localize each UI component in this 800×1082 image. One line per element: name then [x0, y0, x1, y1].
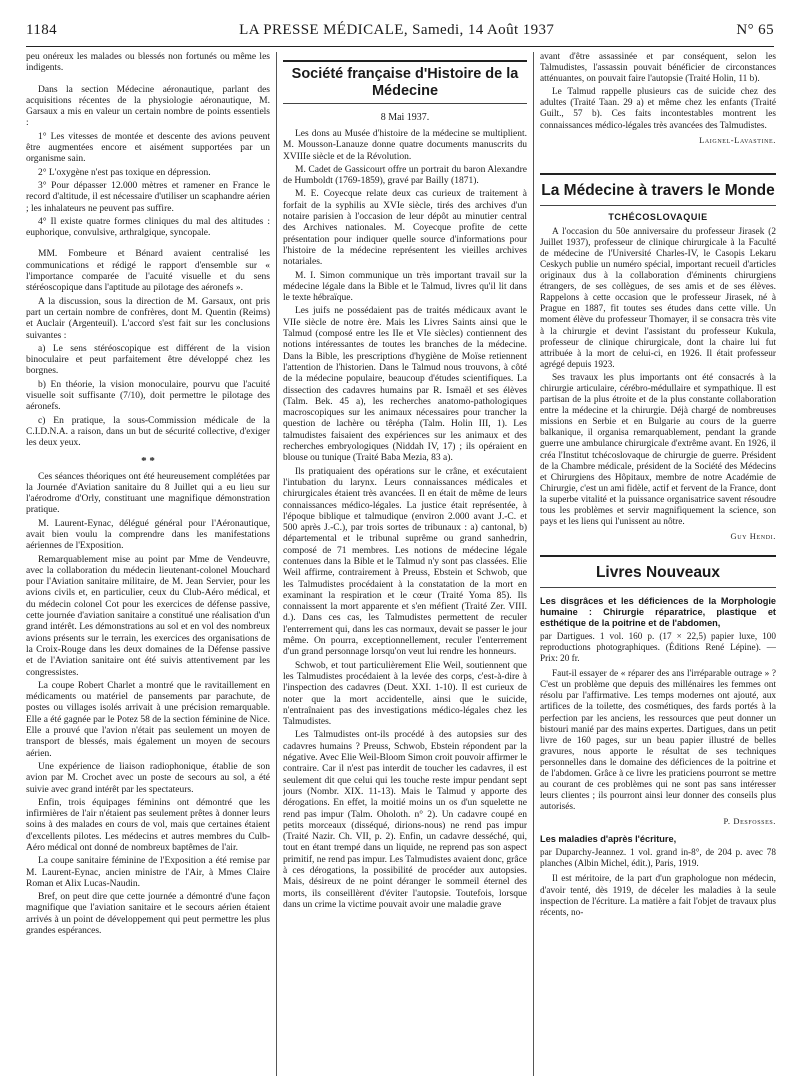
section-title: La Médecine à travers le Monde	[541, 181, 775, 199]
journal-title: LA PRESSE MÉDICALE, Samedi, 14 Août 1937	[239, 22, 555, 38]
paragraph: M. I. Simon communique un très important travail sur la médecine légale dans la Bible et le Talmud, livres qu'il lit dans le texte hébraïque.	[283, 270, 527, 304]
paragraph: avant d'être assassinée et par conséquent, selon les Talmudistes, l'assassin pouvait bénéficier de circonstances atténuantes, on pouvait faire l'autopsie (Traité Holin, 11 b).	[540, 52, 776, 85]
author-signature: Guy Hendi.	[730, 531, 776, 542]
column-divider	[276, 52, 277, 1076]
paragraph: Les juifs ne possédaient pas de traités médicaux avant le VIIe siècle de notre ère. Mais les Livres Saints ainsi que le Talmud (composé entre les IIe et VIe siècles) contiennent des notions intéressantes de toutes les branches de la médecine. Dans la Bible, les prescriptions d'hygiène de Moïse retiennent l'attention de l'historien. Dans le Talmud nous trouvons, à côté de la médecine populaire, beaucoup d'études scientifiques. La dissection des cadavres humains par R. Ismaël et ses élèves (Talm. Bek. 45 a), les recherches anatomo-pathologiques macroscopiques sur les animaux nécessaires pour trancher la question de lachère ou têrépha (Talm. Holin III, 1). Les talmudistes faisaient des expériences sur les animaux et des recherches embryologiques (Niddah IV, 17) ; ils opéraient en blouse ou tunique (Traité Baba Mezia, 83 a).	[283, 306, 527, 464]
page-header	[26, 22, 774, 44]
title-rule	[540, 205, 776, 206]
paragraph: La coupe Robert Charlet a montré que le ravitaillement en médicaments ou matériel de pansements par parachute, de postes ou villages isolés arrivait à une précision remarquable. Elle a été gagnée par le Potez 58 de la section féminine de Nice. Elle a prouvé que l'avion n'était pas seulement un moyen de transport de blessés, mais également un moyen de secours aérien.	[26, 680, 270, 759]
paragraph: a) Le sens stéréoscopique est différent de la vision binoculaire et peut parfaitement être développé chez les borgnes.	[26, 343, 270, 377]
column-left	[26, 52, 270, 1082]
header-rule	[26, 46, 774, 47]
paragraph: Les Talmudistes ont-ils procédé à des autopsies sur des cadavres humains ? Preuss, Schwob, Ebstein répondent par la négative. Avec Elie Weil-Bloom Simon croit pouvoir affirmer le contraire. Car il n'est pas interdit de toucher les cadavres, il est seulement dit que celui qui les touche reste impur pendant sept jours (Nombr. XIX. 11-13). Mais le Talmud y apporte des dérogations. En effet, la moitié moins un os d'un squelette ne rend pas impur (Talm. Oholoth. n° 2). Un cadavre coupé en petits morceaux (disséqué, dirions-nous) ne rend pas impur (Traité Nazir. Ch. VII, p. 2). Enfin, un cadavre desséché, qui, tout en étant trempé dans un liquide, ne reprend pas son aspect primitif, ne rend pas impur. Les Talmudistes avaient donc, grâce à ces dérogations, la possibilité de procéder aux autopsies. Mais, désireux de ne point déranger le sommeil éternel des morts, ils conseillèrent d'éviter l'autopsie. Toutefois, lorsque dans un crime la victime pouvait avoir une maladie grave	[283, 730, 527, 910]
paragraph: Faut-il essayer de « réparer des ans l'irréparable outrage » ? C'est un problème que depuis des millénaires les femmes ont résolu par l'affirmative. Les temps modernes ont ajouté, aux artifices de la toilette, des cosmétiques, des fards portés à la perfection par les anciens, les ressources que peut donner un bistouri manié par des mains expertes. Dartigues, dans un petit livre de 160 pages, sur un beau papier illustré de belles gravures, nous apporte le résultat de ses techniques personnelles dans le domaine des déficiences de la poitrine et de l'abdomen. Grâce à ce livre les praticiens pourront se mettre au courant de ces problèmes qui ne sont pas sans intéresser leurs clientes ; ils pourront ainsi leur donner des conseils plus autorisés.	[540, 669, 776, 813]
paragraph: Schwob, et tout particulièrement Elie Weil, soutiennent que les Talmudistes procédaient à la levée des corps, c'est-à-dire à l'inspection des cadavres (Deut. XXI. 1-10). Il est curieux de noter que la mort accidentelle, ainsi que le suicide, n'entraînaient pas des investigations médico-légales chez les Talmudistes.	[283, 660, 527, 728]
paragraph: 2° L'oxygène n'est pas toxique en dépression.	[38, 167, 211, 178]
column-right	[540, 52, 776, 1082]
session-date: 8 Mai 1937.	[380, 112, 430, 123]
paragraph: Il est méritoire, de la part d'un graphologue non médecin, d'avoir tenté, dès 1919, de déceler les maladies à la seule inspection de l'écriture. La matière a fait l'objet de travaux plus récents, no-	[540, 874, 776, 918]
paragraph: M. Laurent-Eynac, délégué général pour l'Aéronautique, avait bien voulu la comprendre dans les manifestations aériennes de l'Exposition.	[26, 518, 270, 552]
paragraph: Les dons au Musée d'histoire de la médecine se multiplient. M. Mousson-Lanauze donne quatre documents manuscrits du XVIIIe siècle et de la Révolution.	[283, 129, 527, 162]
paragraph: Remarquablement mise au point par Mme de Vendeuvre, avec la collaboration du médecin lieutenant-colonel Mouchard pour l'Aviation sanitaire militaire, de M. Jean Servier, pour les avions civils et, en particulier, ceux du Club-Aéro médical, et du médecin colonel Cot pour les exercices de défense passive, cette journée d'aviation sanitaire a constitué une réalisation d'un grand intérêt. Les démonstrations au sol et en vol des nombreux avions présents sur le terrain, les exercices des organisations de la Croix-Rouge dans les deux domaines de la Défense passive et de l'Aviation sanitaire ont été suivis attentivement par les congressistes.	[26, 554, 270, 678]
page-number: 1184	[26, 22, 58, 38]
paragraph: Une expérience de liaison radiophonique, établie de son avion par M. Crochet avec un poste de secours au sol, a été suivie avec grand intérêt par les spectateurs.	[26, 761, 270, 795]
paragraph: A l'occasion du 50e anniversaire du professeur Jirasek (2 Juillet 1937), professeur de clinique chirurgicale à la Faculté de médecine de l'Université Charles-IV, le Casopis Lekaru Ceskych publie un numéro spécial, important recueil d'articles originaux dus à la collaboration d'éminents chirurgiens étrangers, de ses collègues, de ses amis et de ses élèves. Rappelons à cette occasion que le professeur Jirasek, né à Prague en 1887, fit toutes ses études dans cette ville. Un moment élève du professeur Thomayer, il se consacra très vite à la chirurgie et devint l'assistant du professeur Kukula, professeur de clinique chirurgicale, dont la chaire lui fut attribuée à la mort de celui-ci, en 1926. Il était professeur agrégé depuis 1923.	[540, 226, 776, 370]
author-signature: Laignel-Lavastine.	[699, 134, 776, 145]
paragraph: b) En théorie, la vision monoculaire, pourvu que l'acuité visuelle soit suffisante (7/10), doit permettre le pilotage des aéronefs.	[26, 379, 270, 413]
paragraph: Ses travaux les plus importants ont été consacrés à la chirurgie articulaire, cérébro-médullaire et sympathique. Il est partisan de la plus étroite et de la plus constante collaboration entre la médecine et la chirurgie. Déjà chargé de nombreuses missions en Serbie et en Bulgarie au cours de la guerre balkanique, il organisa remarquablement, pendant la grande guerre une ambulance chirurgicale d'extrême avant. En 1926, il créa l'Institut tchécoslovaque de chirurgie de guerre. Président de la Chambre médicale, président de la Société des Médecins et Chirurgiens des Hôpitaux, membre de notre Académie de Chirurgie, c'est un ami fidèle, actif et fervent de la France, dont la superbe vitalité et la puissance organisatrice savent résoudre tous les problèmes et servir magnifiquement la science, son pays et les liens qui l'unissent au nôtre.	[540, 372, 776, 528]
paragraph: Enfin, trois équipages féminins ont démontré que les infirmières de l'air n'étaient pas seulement prêtes à donner leurs soins à des malades en cours de vol, mais que certaines étaient d'excellents pilotes. Les médecins et autres membres du Culb-Aéro médical ont donné de nombreux baptêmes de l'air.	[26, 797, 270, 853]
country-heading: TCHÉCOSLOVAQUIE	[608, 211, 708, 222]
paragraph: Ils pratiquaient des opérations sur le crâne, et exécutaient l'intubation du larynx. Leurs connaissances médicales et chirurgicales étaient très avancées. Il en était de même de leurs connaissances médico-légales. La justice était représentée, à l'époque biblique et talmudique (environ 2.000 avant J.-C. et 500 après J.-C.), par trois sortes de tribunaux : a) cantonal, b) départemental et le tribunal suprême ou grand sanhedrin, composé de 71 membres. Les notions de médecine légale contenues dans la Bible et le Talmud n'y sont pas classées. Elie Weil affirme, contrairement à Preuss, Ebstein et Schwob, que les Talmudistes procédaient à la constatation de la mort en examinant la respiration et le cœur (Traité Yoma 85). Ils connaissent la mort apparente et s'en méfient (Traité Zer. VIII. d.). Dans ces cas, les Talmudistes permettent de reculer l'enterrement qui, dans les cas normaux, devait se passer le jour même. On pourra, exceptionnellement, reculer l'enterrement d'un grand personnage lorsqu'on veut lui rendre les honneurs.	[283, 466, 527, 658]
paragraph: 1° Les vitesses de montée et descente des avions peuvent être augmentées encore et aisément supportées par un organisme sain.	[26, 131, 270, 165]
paragraph: 3° Pour dépasser 12.000 mètres et ramener en France le record d'altitude, il est nécessaire d'utiliser un scaphandre aérien ; les inhalateurs ne peuvent pas suffire.	[26, 180, 270, 214]
book-title: Les disgrâces et les déficiences de la Morphologie humaine : Chirurgie réparatrice, plastique et esthétique de la poitrine et de l'abdomen,	[540, 596, 776, 629]
author-signature: P. Desfosses.	[723, 816, 776, 827]
issue-number: N° 65	[736, 22, 774, 38]
paragraph: M. E. Coyecque relate deux cas curieux de traitement à forfait de la syphilis au XVIe siècle, tirés des archives d'un notaire parisien à l'occasion de leur dépôt au minutier central des Archives nationales. M. Coyecque profite de cette présentation pour indiquer quelle source d'informations pour l'histoire de la médecine représentent les vieilles archives notariales.	[283, 189, 527, 268]
book-details: par Dartigues. 1 vol. 160 p. (17 × 22,5) papier luxe, 100 reproductions photographiques. (Éditions René Lépine). — Prix: 20 fr.	[540, 631, 776, 664]
title-rule	[283, 103, 527, 104]
title-rule	[540, 587, 776, 588]
book-title: Les maladies d'après l'écriture,	[540, 834, 677, 845]
paragraph: A la discussion, sous la direction de M. Garsaux, ont pris part un certain nombre de confrères, dont M. Quentin (Reims) et Auclair (Argenteuil). L'accord s'est fait sur les conclusions suivantes :	[26, 296, 270, 341]
paragraph: Ces séances théoriques ont été heureusement complétées par la Journée d'Aviation sanitaire du 8 Juillet qui a eu lieu sur l'aérodrome d'Orly, constituant une magnifique démonstration pratique.	[26, 471, 270, 516]
paragraph: 4° Il existe quatre formes cliniques du mal des altitudes : euphorique, convulsive, arthralgique, syncopale.	[26, 216, 270, 239]
section-separator: * *	[141, 454, 155, 467]
column-middle	[283, 52, 527, 1082]
section-title: Livres Nouveaux	[595, 564, 721, 582]
column-divider	[533, 52, 534, 1076]
book-details: par Duparchy-Jeannez. 1 vol. grand in-8°, de 204 p. avec 78 planches (Albin Michel, édit.), Paris, 1919.	[540, 847, 776, 869]
paragraph: peu onéreux les malades ou blessés non fortunés ou même les indigents.	[26, 52, 270, 74]
paragraph: La coupe sanitaire féminine de l'Exposition a été remise par M. Laurent-Eynac, ancien ministre de l'Air, à Mmes Claire Roman et Alix Lucas-Naudin.	[26, 856, 270, 889]
paragraph: M. Cadet de Gassicourt offre un portrait du baron Alexandre de Humboldt (1769-1859), gravé par Bailly (1871).	[283, 164, 527, 187]
section-title: Société française d'Histoire de la Médecine	[291, 66, 519, 99]
paragraph: MM. Fombeure et Bénard avaient centralisé les communications et rédigé le rapport d'ensemble sur « l'importance comparée de l'acuité visuelle et du sens stéréoscopique dans l'aptitude au pilotage des aéronefs ».	[26, 249, 270, 294]
paragraph: Le Talmud rappelle plusieurs cas de suicide chez des adultes (Traité Taan. 29 a) et même chez les enfants (Traité Guilt., 57 b). Ces faits incontestables montrent les connaissances médico-légales très avancées des Talmudistes.	[540, 87, 776, 131]
paragraph: c) En pratique, la sous-Commission médicale de la C.I.D.N.A. a raison, dans un but de sécurité collective, d'exiger les deux yeux.	[26, 415, 270, 449]
paragraph: Dans la section Médecine aéronautique, parlant des acquisitions récentes de la physiologie aéronautique, M. Garsaux a mis en valeur un certain nombre de points essentiels :	[26, 84, 270, 129]
paragraph: Bref, on peut dire que cette journée a démontré d'une façon magnifique que l'aviation sanitaire et le secours aérien étaient arrivés à un point de développement qui peut permettre les plus grandes espérances.	[26, 892, 270, 937]
